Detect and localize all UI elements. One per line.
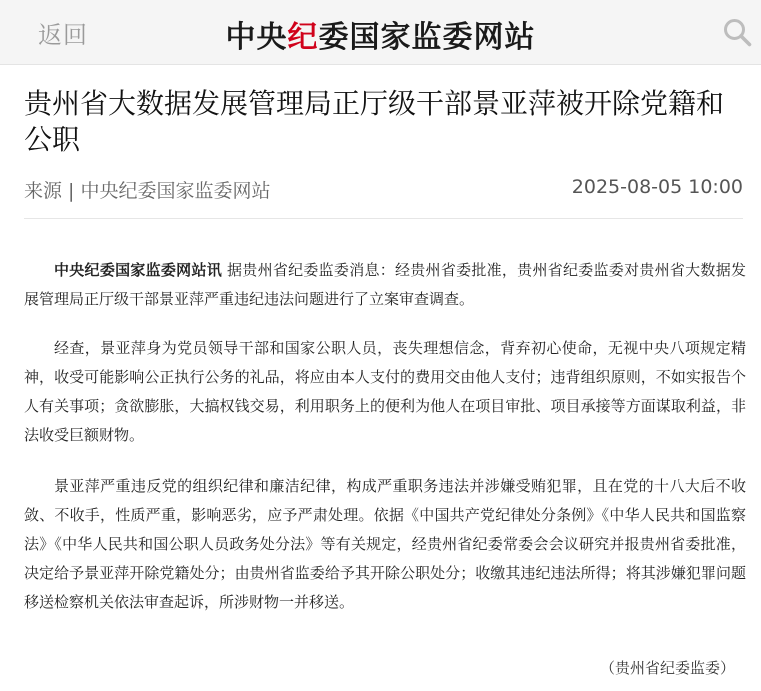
logo-text-accent: 纪 bbox=[287, 20, 319, 55]
back-button[interactable]: 返回 bbox=[38, 21, 88, 49]
article-meta bbox=[24, 172, 743, 204]
article-paragraph-2: 经查，景亚萍身为党员领导干部和国家公职人员，丧失理想信念，背弃初心使命，无视中央八项规定精神，收受可能影响公正执行公务的礼品，将应由本人支付的费用交由他人支付；违背组织原则，不如实报告个人有关事项；贪欲膨胀，大搞权钱交易，利用职务上的便利为他人在项目审批、项目承接等方面谋取利益，非法收受巨额财物。 bbox=[24, 339, 746, 444]
top-bar bbox=[0, 0, 761, 65]
article-source: 来源 | 中央纪委国家监委网站 bbox=[24, 180, 271, 202]
meta-divider bbox=[24, 218, 743, 219]
logo-text-part1: 中央 bbox=[225, 20, 288, 55]
search-icon[interactable] bbox=[722, 17, 752, 47]
site-logo[interactable] bbox=[0, 12, 761, 56]
article-paragraph-3: 景亚萍严重违反党的组织纪律和廉洁纪律，构成严重职务违法并涉嫌受贿犯罪，且在党的十八大后不收敛、不收手，性质严重，影响恶劣，应予严肃处理。依据《中国共产党纪律处分条例》《中华人民共和国监察法》《中华人民共和国公职人员政务处分法》等有关规定，经贵州省纪委常委会会议研究并报贵州省委批准，决定给予景亚萍开除党籍处分；由贵州省监委给予其开除公职处分；收缴其违纪违法所得；将其涉嫌犯罪问题移送检察机关依法审查起诉，所涉财物一并移送。 bbox=[24, 477, 746, 611]
article-body bbox=[24, 256, 746, 639]
logo-text-part2: 委国家监委网站 bbox=[318, 20, 536, 55]
article-date: 2025-08-05 10:00 bbox=[571, 176, 743, 198]
article-paragraph-lead bbox=[24, 256, 746, 314]
article-title: 贵州省大数据发展管理局正厅级干部景亚萍被开除党籍和公职 bbox=[24, 87, 725, 156]
article-lead-text: 据贵州省纪委监委消息：经贵州省委批准，贵州省纪委监委对贵州省大数据发展管理局正厅级干部景亚萍严重违纪违法问题进行了立案审查调查。 bbox=[24, 261, 746, 308]
article-source-note: （贵州省纪委监委） bbox=[599, 659, 735, 677]
article-dateline: 中央纪委国家监委网站讯 bbox=[54, 261, 222, 279]
